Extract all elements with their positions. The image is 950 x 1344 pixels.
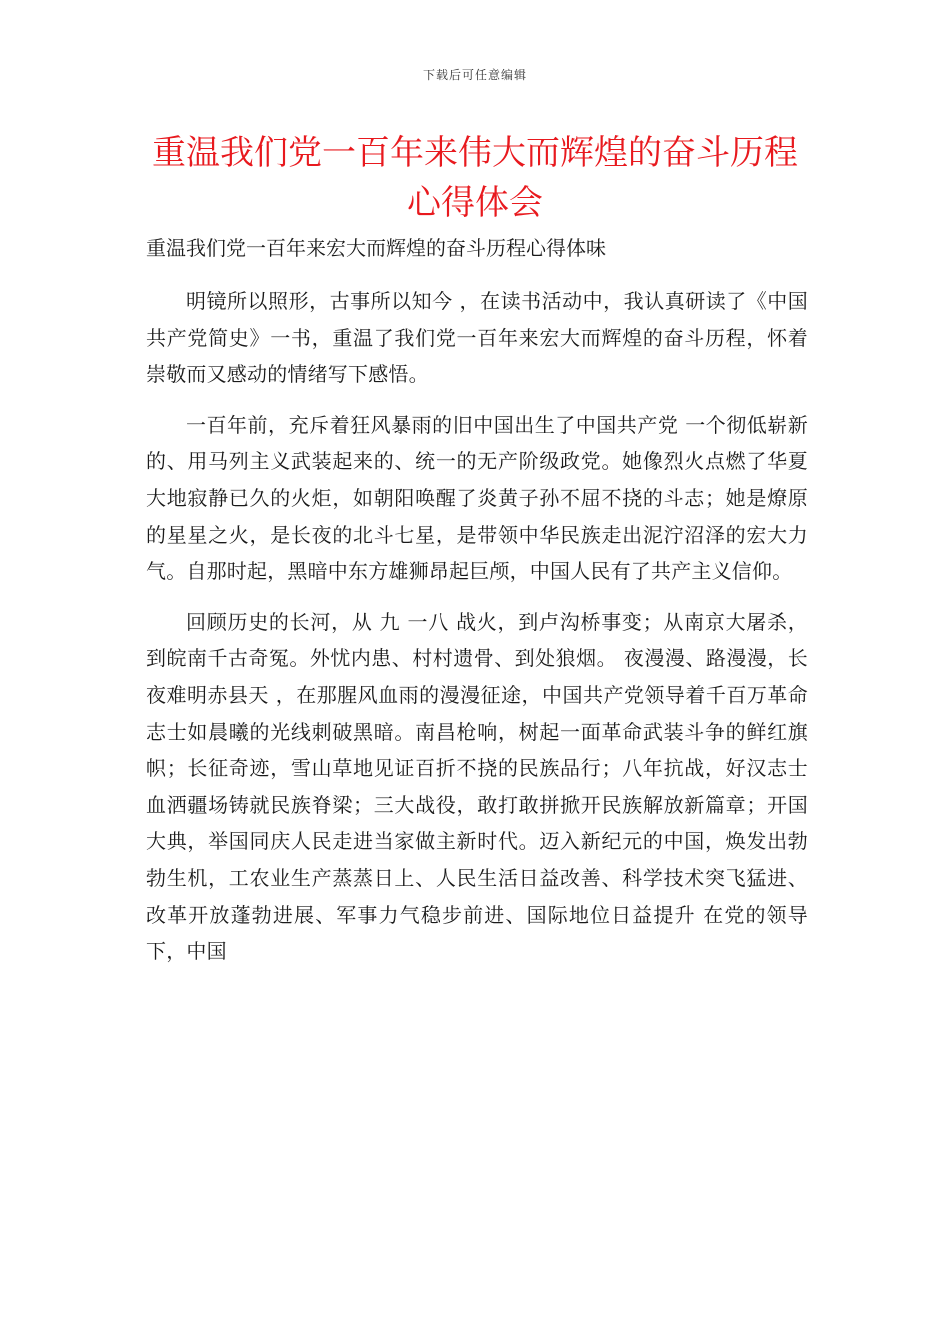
header-note: 下载后可任意编辑 xyxy=(422,68,527,82)
document-title: 重温我们党一百年来伟大而辉煌的奋斗历程心得体会 xyxy=(152,133,798,223)
paragraph-1: 明镜所以照形，古事所以知今 ，在读书活动中，我认真研读了《中国共产党简史》一书，重温了我们党一百年来宏大而辉煌的奋斗历程，怀着崇敬而又感动的情绪写下感悟。 xyxy=(146,289,808,387)
paragraph-3: 回顾历史的长河，从 九 一八 战火，到卢沟桥事变；从南京大屠杀，到皖南千古奇冤。外忧内患、村村遗骨、到处狼烟。 夜漫漫、路漫漫，长夜难明赤县天 ，在那腥风血雨的漫漫征途，中国共产党领导着千百万革命志士如晨曦的光线刺破黑暗。南昌枪响，树起一面革命武装斗争的鲜红旗帜；长征奇迹，雪山草地见证百折不挠的民族品行；八年抗战，好汉志士血洒疆场铸就民族脊梁；三大战役，敢打敢拼掀开民族解放新篇章；开国大典，举国同庆人民走进当家做主新时代。迈入新纪元的中国，焕发出勃勃生机，工农业生产蒸蒸日上、人民生活日益改善、科学技术突飞猛进、改革开放蓬勃进展、军事力气稳步前进、国际地位日益提升 在党的领导下，中国 xyxy=(146,609,808,964)
document-subtitle: 重温我们党一百年来宏大而辉煌的奋斗历程心得体味 xyxy=(146,236,606,260)
paragraph-2: 一百年前，充斥着狂风暴雨的旧中国出生了中国共产党 一个彻低崭新的、用马列主义武装起来的、统一的无产阶级政党。她像烈火点燃了华夏大地寂静已久的火炬，如朝阳唤醒了炎黄子孙不屈不挠的斗志；她是燎原的星星之火，是长夜的北斗七星，是带领中华民族走出泥泞沼泽的宏大力气。自那时起，黑暗中东方雄狮昂起巨颅，中国人民有了共产主义信仰。 xyxy=(146,412,808,584)
document-body xyxy=(146,283,808,984)
